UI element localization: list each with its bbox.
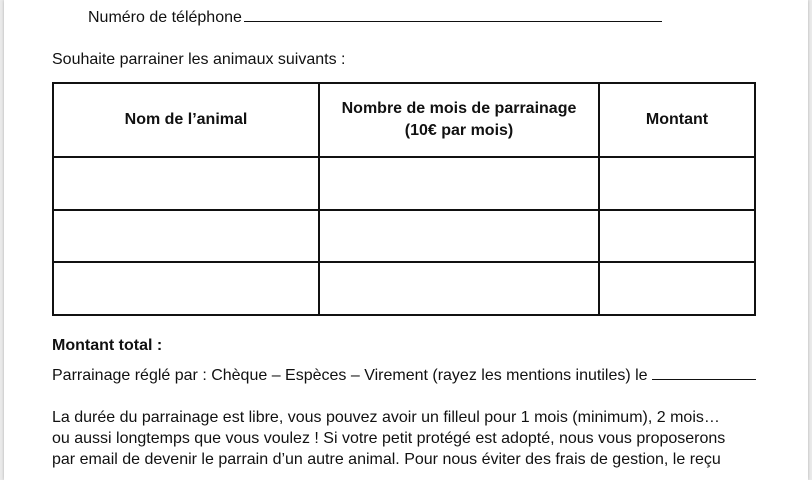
table-row [53, 157, 755, 210]
amount-cell[interactable] [599, 210, 755, 263]
phone-field [88, 6, 662, 27]
paragraph-line: par email de devenir le parrain d’un autre animal. Pour nous éviter des frais de gestion, le reçu [52, 451, 721, 468]
header-months [319, 83, 599, 157]
sponsorship-table [52, 82, 756, 316]
total-amount-label: Montant total : [52, 337, 163, 354]
payment-method-line [52, 364, 756, 385]
payment-date-blank-line[interactable] [652, 364, 756, 380]
animal-name-cell[interactable] [53, 262, 319, 315]
phone-blank-line[interactable] [244, 6, 662, 22]
months-cell[interactable] [319, 157, 599, 210]
amount-cell[interactable] [599, 157, 755, 210]
months-cell[interactable] [319, 210, 599, 263]
amount-cell[interactable] [599, 262, 755, 315]
paragraph-line: La durée du parrainage est libre, vous pouvez avoir un filleul pour 1 mois (minimum), 2 mois… [52, 409, 720, 426]
sponsorship-terms-paragraph [52, 407, 776, 470]
animal-name-cell[interactable] [53, 157, 319, 210]
header-amount: Montant [599, 83, 755, 157]
header-months-title: Nombre de mois de parrainage [341, 100, 577, 117]
months-cell[interactable] [319, 262, 599, 315]
table-header-row [53, 83, 755, 157]
animal-name-cell[interactable] [53, 210, 319, 263]
phone-label: Numéro de téléphone [88, 9, 242, 26]
document-page [4, 0, 808, 480]
header-months-price: (10€ par mois) [404, 122, 514, 139]
header-animal-name: Nom de l’animal [53, 83, 319, 157]
table-row [53, 262, 755, 315]
intro-text: Souhaite parrainer les animaux suivants : [52, 51, 346, 68]
payment-method-text: Parrainage réglé par : Chèque – Espèces – Virement (rayez les mentions inutiles) le [52, 367, 648, 384]
paragraph-line: ou aussi longtemps que vous voulez ! Si votre petit protégé est adopté, nous vous proposerons [52, 430, 726, 447]
table-row [53, 210, 755, 263]
